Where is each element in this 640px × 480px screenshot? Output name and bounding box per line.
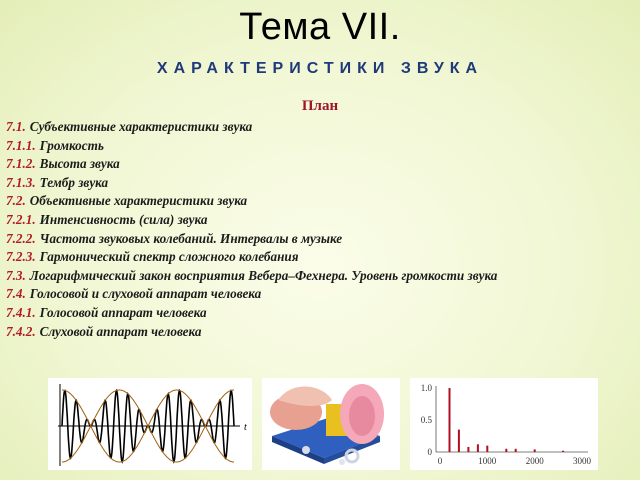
plan-item-number: 7.1.3. [6, 174, 36, 190]
slide-subtitle: ХАРАКТЕРИСТИКИ ЗВУКА [156, 60, 484, 77]
plan-item-number: 7.4. [6, 286, 26, 302]
plan-item-text: Тембр звука [39, 174, 109, 190]
spectrum-bar [505, 449, 507, 452]
plan-item-number: 7.1.2. [6, 156, 36, 172]
spectrum-x-tick: 2000 [525, 456, 544, 466]
spectrum-bar [562, 451, 564, 452]
ear-model-drawing [262, 378, 400, 470]
plan-item-number: 7.3. [6, 267, 26, 283]
plan-item [6, 155, 634, 174]
plan-item-text: Голосовой и слуховой аппарат человека [29, 286, 262, 302]
plan-item-number: 7.2.2. [6, 230, 36, 246]
plan-item-text: Гармонический спектр сложного колебания [39, 249, 299, 265]
spectrum-bar [515, 449, 517, 452]
plan-item-text: Интенсивность (сила) звука [39, 211, 208, 227]
plan-item-text: Объективные характеристики звука [29, 193, 248, 209]
plan-item [6, 118, 634, 137]
spectrum-bar [477, 444, 479, 452]
spectrum-bar [467, 447, 469, 452]
spectrum-y-tick: 1.0 [420, 383, 432, 393]
plan-item [6, 304, 634, 323]
plan-item [6, 285, 634, 304]
plan-heading: План [301, 98, 339, 114]
plan-item-number: 7.4.1. [6, 304, 36, 320]
plan-item-number: 7.2. [6, 193, 26, 209]
plan-item [6, 230, 634, 249]
spectrum-bar [534, 449, 536, 452]
spectrum-chart [410, 378, 598, 470]
ear-model-image [262, 378, 400, 470]
spectrum-bar [458, 430, 460, 452]
plan-item-number: 7.1.1. [6, 137, 36, 153]
spectrum-plot [410, 378, 598, 470]
spectrum-y-tick: 0.5 [420, 415, 432, 425]
plan-item [6, 174, 634, 193]
spectrum-bar [486, 446, 488, 452]
plan-item-number: 7.2.3. [6, 249, 36, 265]
spectrum-y-tick: 0 [427, 447, 432, 457]
plan-item [6, 267, 634, 286]
plan-item [6, 248, 634, 267]
plan-item-number: 7.1. [6, 119, 26, 134]
plan-item [6, 137, 634, 156]
plan-item-text: Слуховой аппарат человека [39, 323, 202, 339]
plan-item [6, 192, 634, 211]
spectrum-x-tick: 3000 [573, 456, 591, 466]
waveform-graph [48, 378, 252, 470]
plan-list [6, 118, 634, 341]
plan-item-number: 7.2.1. [6, 211, 36, 227]
plan-item [6, 323, 634, 342]
plan-item-text: Субъективные характеристики звука [29, 119, 253, 134]
plan-item-text: Высота звука [39, 156, 120, 172]
waveform-image [48, 378, 252, 470]
spectrum-x-tick: 0 [437, 456, 443, 466]
plan-item [6, 211, 634, 230]
slide-title: Тема VII. [239, 6, 401, 48]
spectrum-bar [449, 388, 451, 452]
plan-item-text: Логарифмический закон восприятия Вебера–Фехнера. Уровень громкости звука [29, 267, 498, 283]
plan-item-text: Голосовой аппарат человека [39, 304, 207, 320]
time-axis-label: t [244, 422, 247, 433]
spectrum-x-tick: 1000 [478, 456, 497, 466]
plan-item-number: 7.4.2. [6, 323, 36, 339]
plan-item-text: Громкость [39, 137, 104, 153]
plan-item-text: Частота звуковых колебаний. Интервалы в музыке [39, 230, 343, 246]
